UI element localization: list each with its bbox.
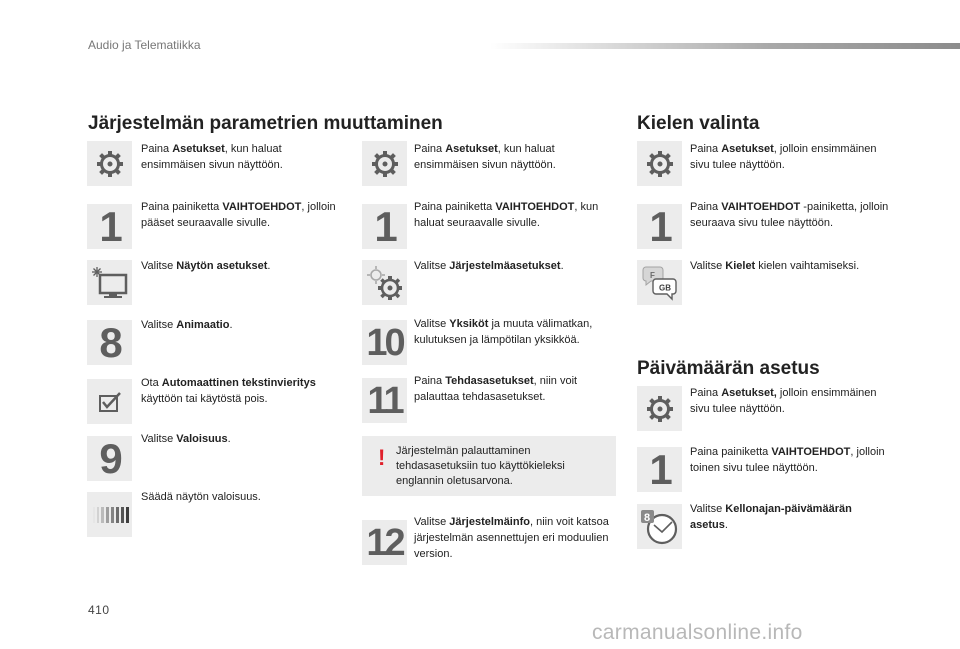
step-number-9: 9 <box>99 434 120 482</box>
settings-gear-icon <box>95 149 125 179</box>
section-title-system-parameters: Järjestelmän parametrien muuttaminen <box>88 113 443 134</box>
step-icon-box <box>87 260 132 305</box>
step-number-11: 11 <box>367 379 402 422</box>
settings-gear-icon <box>370 149 400 179</box>
step-icon-box <box>637 260 682 305</box>
step-text: Valitse Järjestelmäinfo, niin voit katsoa järjestelmän asennettujen eri moduulien version. <box>414 516 609 560</box>
step-text: Paina Tehdasasetukset, niin voit palauttaa tehdasasetukset. <box>414 375 578 403</box>
step-number-10: 10 <box>366 321 403 364</box>
section-title-language: Kielen valinta <box>637 113 760 134</box>
step-number-12: 12 <box>366 521 403 564</box>
step-icon-box <box>87 492 132 537</box>
step-text: Paina VAIHTOEHDOT -painiketta, jolloin seuraava sivu tulee näyttöön. <box>690 201 889 229</box>
step-text: Valitse Valoisuus. <box>141 433 231 445</box>
step-text: Paina painiketta VAIHTOEHDOT, jolloin pääset seuraavalle sivulle. <box>141 201 336 229</box>
step-number-1: 1 <box>99 202 120 250</box>
step-icon-box <box>87 379 132 424</box>
warning-note <box>362 436 616 496</box>
step-icon-box <box>362 204 407 249</box>
step-icon-box <box>637 504 682 549</box>
step-icon-box <box>362 260 407 305</box>
step-text: Paina Asetukset, kun haluat ensimmäisen sivun näyttöön. <box>414 143 556 171</box>
step-text: Valitse Näytön asetukset. <box>141 260 271 272</box>
step-text: Valitse Kielet kielen vaihtamiseksi. <box>690 260 860 272</box>
step-text: Valitse Järjestelmäasetukset. <box>414 260 564 272</box>
header-gradient-bar <box>490 43 960 49</box>
flag-label-gb: GB <box>658 283 671 292</box>
checkbox-icon <box>97 390 123 414</box>
step-text: Paina Asetukset, jolloin ensimmäinen sivu tulee näyttöön. <box>690 143 877 171</box>
step-icon-box <box>637 386 682 431</box>
step-text: Paina painiketta VAIHTOEHDOT, jolloin toinen sivu tulee näyttöön. <box>690 446 885 474</box>
step-text: Valitse Kellonajan-päivämäärän asetus. <box>690 503 852 531</box>
settings-gear-icon <box>645 394 675 424</box>
step-icon-box <box>362 320 407 365</box>
step-icon-box <box>637 447 682 492</box>
warning-text: Järjestelmän palauttaminen tehdasasetuksiin tuo käyttökieleksi englannin oletusarvona. <box>396 445 565 487</box>
clock-icon <box>639 507 681 547</box>
system-gears-icon <box>365 264 405 302</box>
language-flags-icon <box>639 264 681 302</box>
step-icon-box <box>637 204 682 249</box>
step-number-1: 1 <box>649 202 670 250</box>
step-number-1: 1 <box>649 445 670 493</box>
step-icon-box <box>362 378 407 423</box>
step-icon-box <box>362 520 407 565</box>
step-text: Valitse Animaatio. <box>141 319 233 331</box>
step-text: Ota Automaattinen tekstinvieritys käyttöön tai käytöstä pois. <box>141 377 316 405</box>
clock-badge-number: 8 <box>643 511 650 524</box>
step-icon-box <box>87 436 132 481</box>
step-text: Paina Asetukset, kun haluat ensimmäisen sivun näyttöön. <box>141 143 283 171</box>
step-icon-box <box>87 320 132 365</box>
warning-exclamation-icon: ! <box>378 445 386 470</box>
settings-gear-icon <box>645 149 675 179</box>
header-section-label: Audio ja Telematiikka <box>88 38 201 52</box>
step-text: Paina Asetukset, jolloin ensimmäinen sivu tulee näyttöön. <box>690 387 877 415</box>
display-screen-icon <box>90 265 130 301</box>
step-text: Paina painiketta VAIHTOEHDOT, kun haluat seuraavalle sivulle. <box>414 201 599 229</box>
step-icon-box <box>362 141 407 186</box>
watermark-text: carmanualsonline.info <box>592 621 803 644</box>
step-number-1: 1 <box>374 202 395 250</box>
step-icon-box <box>87 141 132 186</box>
step-text: Valitse Yksiköt ja muuta välimatkan, kulutuksen ja lämpötilan yksikköä. <box>414 318 593 346</box>
section-title-date: Päivämäärän asetus <box>637 358 820 379</box>
page-number: 410 <box>88 603 110 617</box>
step-number-8: 8 <box>99 318 120 366</box>
step-icon-box <box>87 204 132 249</box>
step-text: Säädä näytön valoisuus. <box>141 491 261 503</box>
flag-label-f: F <box>649 270 655 280</box>
step-icon-box <box>637 141 682 186</box>
brightness-bars-icon <box>90 505 130 525</box>
